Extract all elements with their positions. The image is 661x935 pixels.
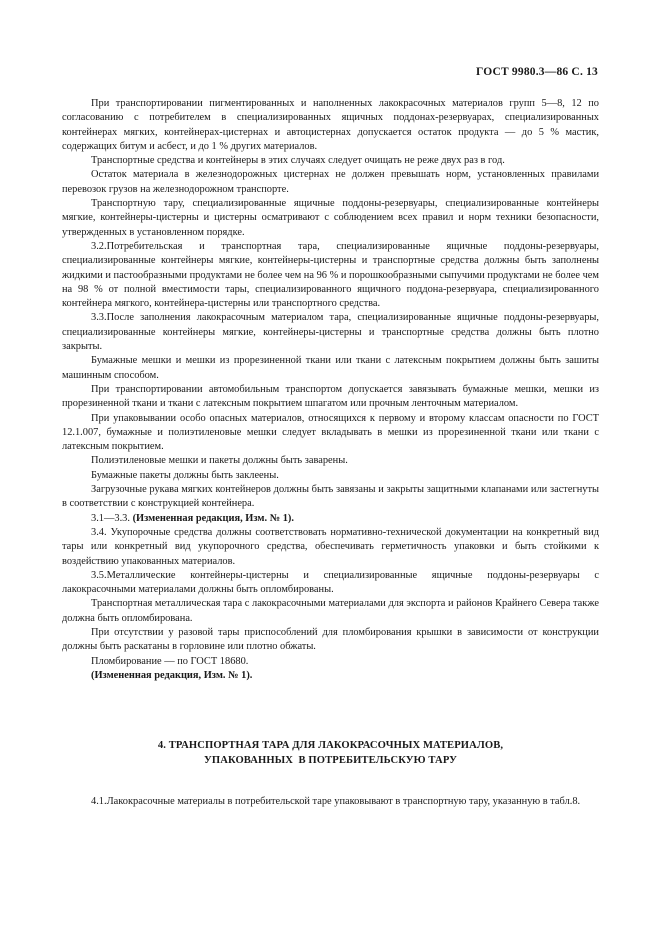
page-header: ГОСТ 9980.3—86 С. 13 bbox=[475, 66, 598, 78]
section-4-text bbox=[62, 795, 599, 809]
paragraph: Полиэтиленовые мешки и пакеты должны быть заварены. bbox=[91, 455, 348, 467]
paragraph: 3.2.Потребительская и транспортная тара, специализированные ящичные поддоны-резервуары, специализированные контейнеры мягкие, контейнеры-цистерны и транспортные средства должны быть заполнены жидкими и пастообразными продуктами не более чем на 96 % и порошкообразными сыпучими продуктами не более чем на 98 % от полной вместимости тары, специализированного ящичного поддона-резервуара, специализированного контейнера мягкого, контейнера-цистерны или транспортного средства. bbox=[62, 240, 599, 310]
paragraph: При транспортировании пигментированных и наполненных лакокрасочных материалов групп 5—8, 12 по согласованию с потребителем в специализированных ящичных поддонах-резервуарах, специализированных контейнерах мягких, контейнерах-цистернах и автоцистернах допускается остаток продукта — до 5 % мастик, содержащих битум и асбест, и до 1 % других материалов. bbox=[62, 98, 599, 152]
amendment-note bbox=[62, 512, 599, 526]
paragraph: Транспортные средства и контейнеры в этих случаях следует очищать не реже двух раз в год. bbox=[91, 155, 505, 167]
heading-line: УПАКОВАННЫХ В ПОТРЕБИТЕЛЬСКУЮ ТАРУ bbox=[203, 754, 457, 766]
amendment-ref: 3.1—3.3. bbox=[91, 512, 130, 524]
paragraph: При упаковывании особо опасных материалов, относящихся к первому и второму классам опасности по ГОСТ 12.1.007, бумажные и полиэтиленовые мешки следует вкладывать в мешки из прорезиненной ткани или ткани с латексным покрытием. bbox=[62, 412, 599, 453]
paragraph: Бумажные пакеты должны быть заклеены. bbox=[91, 469, 279, 481]
paragraph: Пломбирование — по ГОСТ 18680. bbox=[91, 655, 249, 667]
section-3-text bbox=[62, 97, 599, 683]
paragraph: Бумажные мешки и мешки из прорезиненной ткани или ткани с латексным покрытием должны быть зашиты машинным способом. bbox=[62, 355, 599, 381]
paragraph: Остаток материала в железнодорожных цистернах не должен превышать норм, установленных правилами перевозок грузов на железнодорожном транспорте. bbox=[62, 169, 599, 195]
section-4-heading bbox=[62, 739, 599, 768]
paragraph: 3.4. Укупорочные средства должны соответствовать нормативно-технической документации на конкретный вид тары или конкретный вид укупорочного средства, обеспечивать герметичность упаковки и быть стойкими к воздействию упакованных материалов. bbox=[62, 526, 599, 567]
paragraph: Транспортную тару, специализированные ящичные поддоны-резервуары, специализированные контейнеры мягкие, контейнеры-цистерны и цистерны осматривают с соблюдением всех правил и норм техники безопасности, утвержденных в установленном порядке. bbox=[62, 198, 599, 238]
heading-line: 4. ТРАНСПОРТНАЯ ТАРА ДЛЯ ЛАКОКРАСОЧНЫХ МАТЕРИАЛОВ, bbox=[157, 740, 504, 751]
paragraph: При отсутствии у разовой тары приспособлений для пломбирования крышки в зависимости от конструкции должны быть раскатаны в горловине или плотно обжаты. bbox=[62, 626, 599, 653]
amendment-note: (Измененная редакция, Изм. № 1). bbox=[91, 669, 253, 681]
paragraph: Загрузочные рукава мягких контейнеров должны быть завязаны и закрыты защитными клапанами или застегнуты в соответствии с конструкцией контейнера. bbox=[62, 484, 599, 510]
paragraph: 4.1.Лакокрасочные материалы в потребительской таре упаковывают в транспортную тару, указанную в табл.8. bbox=[91, 796, 581, 807]
paragraph: 3.5.Металлические контейнеры-цистерны и специализированные ящичные поддоны-резервуары с лакокрасочными материалами должны быть опломбированы. bbox=[62, 569, 599, 596]
paragraph: Транспортная металлическая тара с лакокрасочными материалами для экспорта и районов Крайнего Севера также должна быть опломбирована. bbox=[62, 598, 599, 624]
paragraph: 3.3.После заполнения лакокрасочным материалом тара, специализированные ящичные поддоны-резервуары, специализированные контейнеры мягкие, контейнеры-цистерны и транспортные средства должны быть плотно закрыты. bbox=[62, 312, 599, 353]
paragraph: При транспортировании автомобильным транспортом допускается завязывать бумажные мешки, мешки из прорезиненной ткани и ткани с латексным покрытием шпагатом или прочным ленточным материалом. bbox=[62, 383, 599, 410]
amendment-label: (Измененная редакция, Изм. № 1). bbox=[132, 512, 294, 524]
